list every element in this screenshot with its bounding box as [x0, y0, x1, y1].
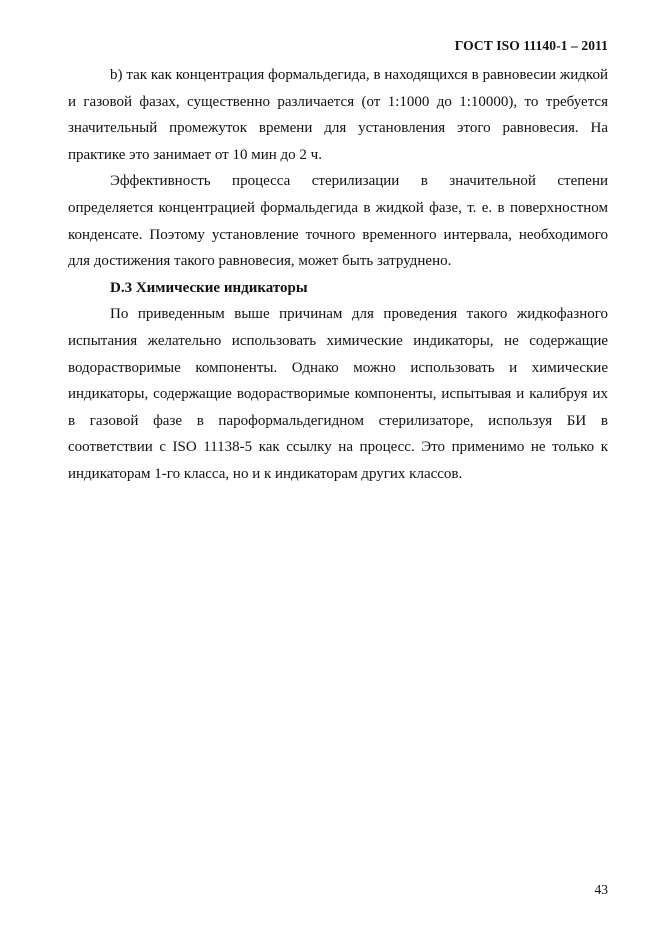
- paragraph-chemical-indicators: По приведенным выше причинам для проведения такого жидкофазного испытания желательно использовать химические индикаторы, не содержащие водорастворимые компоненты. Однако можно использовать и химические индикаторы, содержащие водорастворимые компоненты, испытывая и калибруя их в газовой фазе в пароформальдегидном стерилизаторе, используя БИ в соответствии с ISO 11138-5 как ссылку на процесс. Это применимо не только к индикаторам 1-го класса, но и к индикаторам других классов.: [68, 306, 608, 482]
- section-title-chemical-indicators: D.3 Химические индикаторы: [110, 279, 308, 296]
- document-body: [68, 62, 608, 488]
- page-number: 43: [594, 882, 608, 897]
- document-header: ГОСТ ISO 11140-1 – 2011: [454, 38, 608, 53]
- paragraph-equilibrium-time: b) так как концентрация формальдегида, в находящихся в равновесии жидкой и газовой фазах, существенно различается (от 1:1000 до 1:10000), то требуется значительный промежуток времени для установления этого равновесия. На практике это занимает от 10 мин до 2 ч.: [68, 67, 608, 163]
- paragraph-sterilization-efficiency: Эффективность процесса стерилизации в значительной степени определяется концентрацией формальдегида в жидкой фазе, т. е. в поверхностном конденсате. Поэтому установление точного временного интервала, необходимого для достижения такого равновесия, может быть затруднено.: [68, 173, 608, 270]
